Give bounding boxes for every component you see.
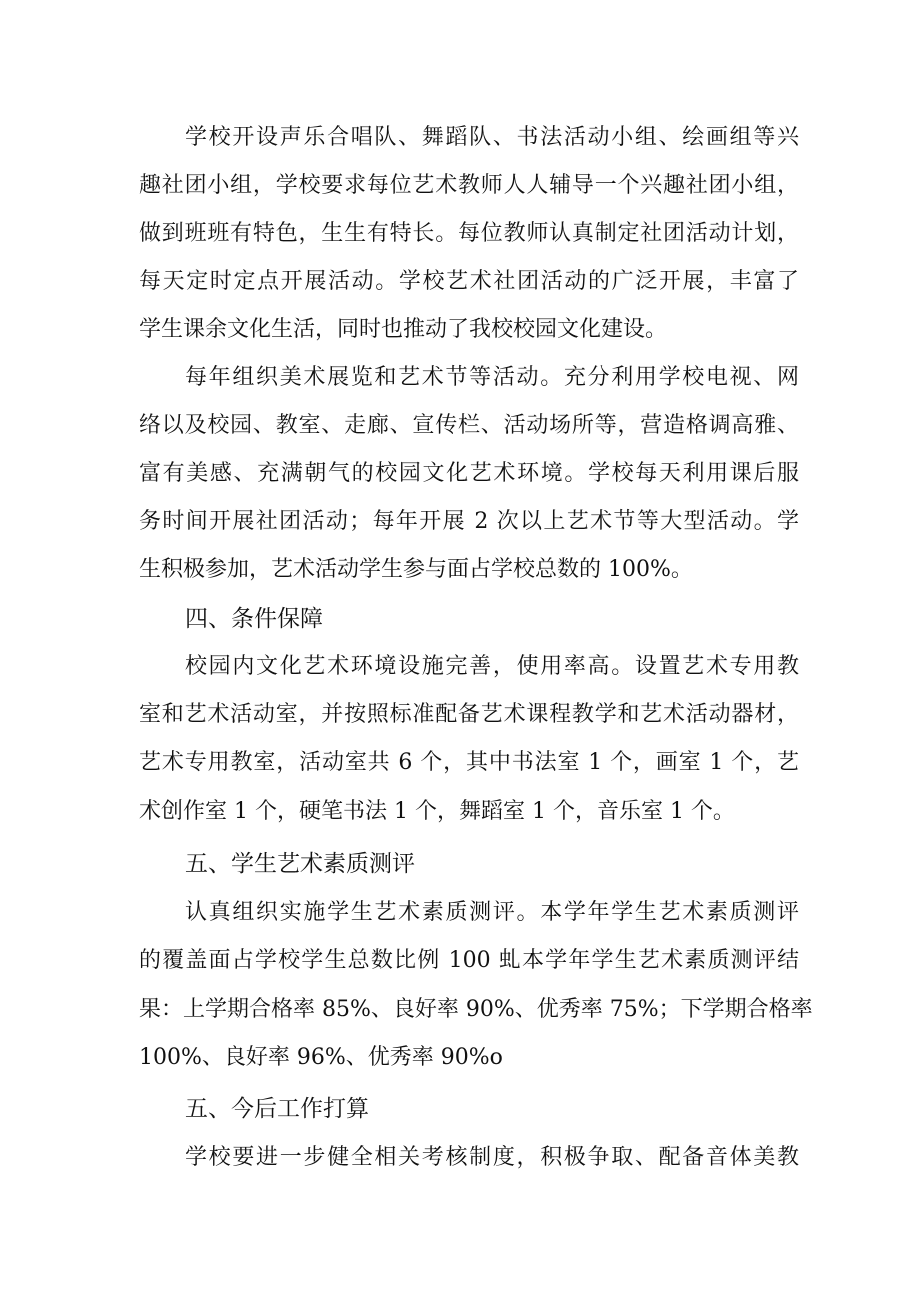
paragraph-1-line-2: 趣社团小组，学校要求每位艺术教师人人辅导一个兴趣社团小组， [139, 173, 799, 198]
section-heading-conditions: 四、条件保障 [185, 606, 323, 632]
paragraph-4-line-3: 果：上学期合格率 85%、良好率 90%、优秀率 75%；下学期合格率 [139, 997, 813, 1022]
paragraph-2-line-5: 生积极参加，艺术活动学生参与面占学校总数的 100%。 [139, 557, 693, 582]
paragraph-2-line-1: 每年组织美术展览和艺术节等活动。充分利用学校电视、网 [185, 365, 799, 390]
paragraph-1-line-3: 做到班班有特色，生生有特长。每位教师认真制定社团活动计划， [139, 221, 799, 246]
paragraph-3-line-3: 艺术专用教室，活动室共 6 个，其中书法室 1 个，画室 1 个，艺 [139, 750, 799, 775]
paragraph-2-line-4: 务时间开展社团活动；每年开展 2 次以上艺术节等大型活动。学 [139, 509, 799, 534]
paragraph-3-line-2: 室和艺术活动室，并按照标准配备艺术课程教学和艺术活动器材， [139, 702, 799, 727]
paragraph-1-line-5: 学生课余文化生活，同时也推动了我校校园文化建设。 [139, 317, 668, 342]
paragraph-3-line-1: 校园内文化艺术环境设施完善，使用率高。设置艺术专用教 [185, 654, 799, 679]
section-heading-art-assessment: 五、学生艺术素质测评 [185, 851, 415, 877]
paragraph-1-line-1: 学校开设声乐合唱队、舞蹈队、书法活动小组、绘画组等兴 [185, 125, 799, 150]
section-heading-future-plans: 五、今后工作打算 [185, 1096, 369, 1122]
paragraph-5-line-1: 学校要进一步健全相关考核制度，积极争取、配备音体美教 [185, 1145, 799, 1170]
paragraph-4-line-4: 100%、良好率 96%、优秀率 90%o [139, 1045, 503, 1070]
paragraph-4-line-1: 认真组织实施学生艺术素质测评。本学年学生艺术素质测评 [185, 900, 799, 925]
paragraph-2-line-3: 富有美感、充满朝气的校园文化艺术环境。学校每天利用课后服 [139, 461, 799, 486]
paragraph-2-line-2: 络以及校园、教室、走廊、宣传栏、活动场所等，营造格调高雅、 [139, 413, 799, 438]
paragraph-4-line-2: 的覆盖面占学校学生总数比例 100 虬本学年学生艺术素质测评结 [139, 948, 799, 973]
paragraph-1-line-4: 每天定时定点开展活动。学校艺术社团活动的广泛开展，丰富了 [139, 269, 799, 294]
paragraph-3-line-4: 术创作室 1 个，硬笔书法 1 个，舞蹈室 1 个，音乐室 1 个。 [139, 799, 735, 824]
